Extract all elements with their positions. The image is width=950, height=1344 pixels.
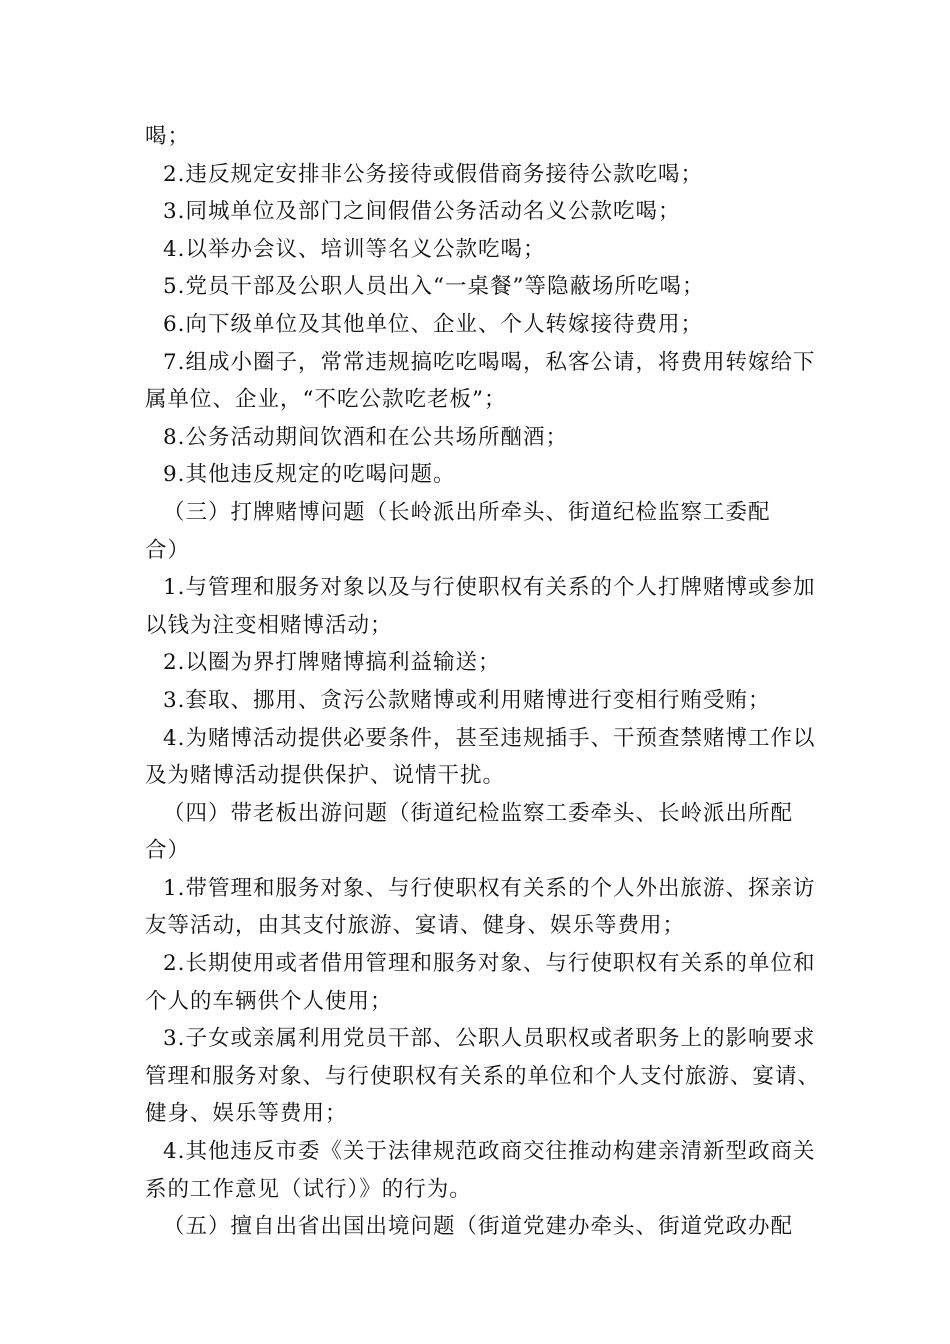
list-item: 8.公务活动期间饮酒和在公共场所酗酒； [163,424,569,450]
list-item: 4.其他违反市委《关于法律规范政商交往推动构建亲清新型政商关 [163,1139,816,1165]
list-item: 4.以举办会议、培训等名义公款吃喝； [163,236,546,262]
section-heading: （三）打牌赌博问题（长岭派出所牵头、街道纪检监察工委配 [163,499,771,525]
list-item-continuation: 友等活动，由其支付旅游、宴请、健身、娱乐等费用； [145,913,686,939]
list-item: 5.党员干部及公职人员出入“一桌餐”等隐蔽场所吃喝； [163,274,705,300]
list-item: 4.为赌博活动提供必要条件，甚至违规插手、干预查禁赌博工作以 [163,725,816,751]
list-item-continuation: 系的工作意见（试行）》的行为。 [145,1176,472,1202]
section-heading-continuation: 合） [145,537,191,563]
list-item-continuation: 健身、娱乐等费用； [145,1101,348,1127]
list-item-continuation: 属单位、企业，“不吃公款吃老板”； [145,387,507,413]
document-body [0,118,950,1246]
list-item: 1.带管理和服务对象、与行使职权有关系的个人外出旅游、探亲访 [163,875,816,901]
list-item-continuation: 个人的车辆供个人使用； [145,988,393,1014]
list-item: 6.向下级单位及其他单位、企业、个人转嫁接待费用； [163,311,704,337]
list-item: 3.同城单位及部门之间假借公务活动名义公款吃喝； [163,199,681,225]
list-item-continuation: 以钱为注变相赌博活动； [145,612,393,638]
list-item: 9.其他违反规定的吃喝问题。 [163,462,456,488]
section-heading: （五）擅自出省出国出境问题（街道党建办牵头、街道党政办配 [163,1214,794,1240]
list-item: 1.与管理和服务对象以及与行使职权有关系的个人打牌赌博或参加 [163,575,816,601]
list-item: 2.违反规定安排非公务接待或假借商务接待公款吃喝； [163,161,704,187]
section-heading: （四）带老板出游问题（街道纪检监察工委牵头、长岭派出所配 [163,800,794,826]
list-item: 7.组成小圈子，常常违规搞吃吃喝喝，私客公请，将费用转嫁给下 [163,349,816,375]
section-heading-continuation: 合） [145,838,191,864]
list-item: 3.子女或亲属利用党员干部、公职人员职权或者职务上的影响要求 [163,1026,816,1052]
list-item-continuation: 管理和服务对象、与行使职权有关系的单位和个人支付旅游、宴请、 [145,1063,821,1089]
list-item-continuation: 及为赌博活动提供保护、说情干扰。 [145,763,506,789]
list-item: 3.套取、挪用、贪污公款赌博或利用赌博进行变相行贿受贿； [163,687,771,713]
list-item: 2.以圈为界打牌赌博搞利益输送； [163,650,501,676]
text-line: 喝； [145,124,191,149]
list-item: 2.长期使用或者借用管理和服务对象、与行使职权有关系的单位和 [163,951,816,977]
